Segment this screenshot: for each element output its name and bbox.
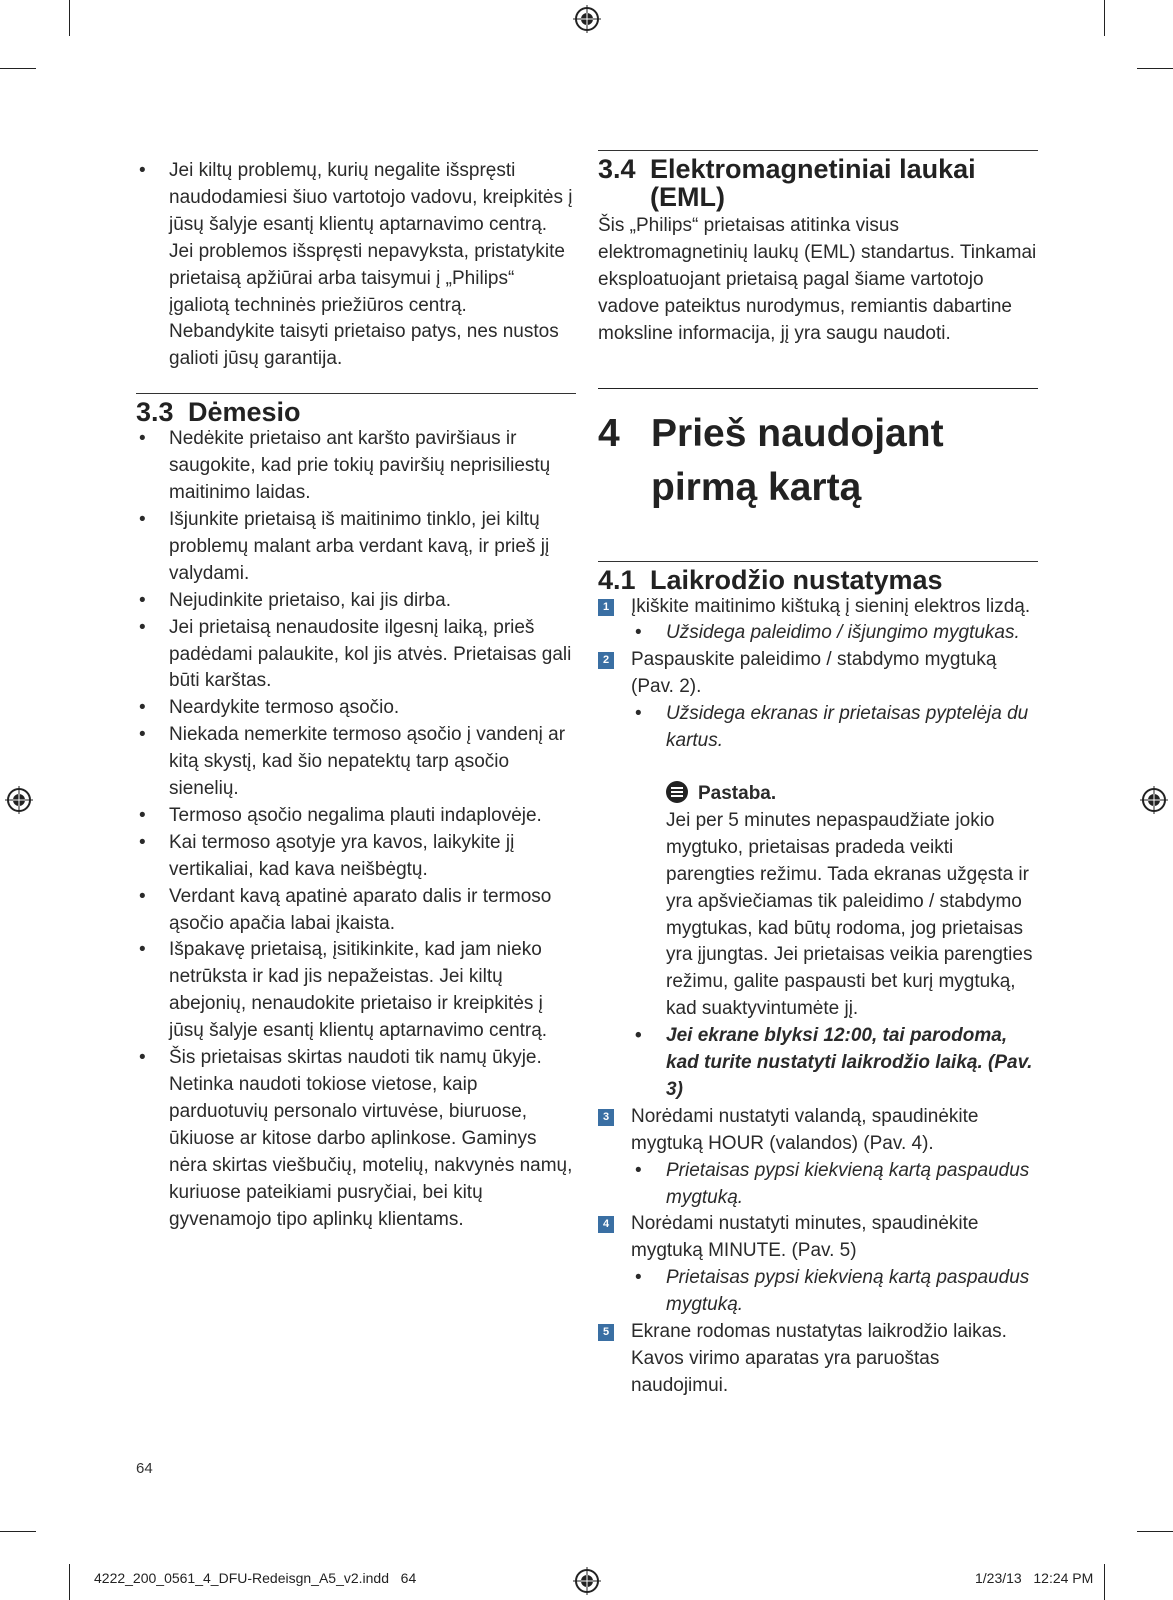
step-number-badge: 5 [598,1324,614,1341]
note-box [598,781,1038,1023]
section-3-4 [598,150,1038,348]
section-3-3-heading [136,393,576,426]
crop-mark-left-top [0,68,36,69]
caution-bullet-list [136,426,576,1233]
step-3-result [598,1158,1038,1212]
list-item: • Kai termoso ąsotyje yra kavos, laikykite jį vertikaliai, kad kava neišbėgtų. [136,830,576,884]
section-number: 4.1 [598,564,636,595]
list-item: • Neardykite termoso ąsočio. [136,695,576,722]
crop-mark-bottom-left [69,1564,70,1600]
step-text: Norėdami nustatyti valandą, spaudinėkite mygtuką HOUR (valandos) (Pav. 4). [631,1105,979,1154]
crop-mark-top-left [69,0,70,36]
step-1-result [598,620,1038,647]
crop-mark-right-top [1137,68,1173,69]
step-1 [598,594,1038,621]
step-number-badge: 4 [598,1216,614,1233]
step-number-badge: 3 [598,1109,614,1126]
section-title: Dėmesio [188,397,301,428]
section-title-line2: (EML) [650,182,725,212]
step-3 [598,1104,1038,1158]
list-item: • Šis prietaisas skirtas naudoti tik namų ūkyje. Netinka naudoti tokiose vietose, kaip parduotuvių personalo virtuvėse, biuruose, ūkiuose ar kitose darbo aplinkose. Gaminys nėra skirtas viešbučių, motelių, nakvynės namų, kuriuose pateikiami pusryčiai, bei kitų gyvenamojo tipo aplinkų klientams. [136,1045,576,1233]
flash-bullet [598,1023,1038,1104]
note-text: Jei per 5 minutes nepaspaudžiate jokio mygtuko, prietaisas pradeda veikti parengties režimu. Tada ekranas užgęsta ir yra apšviečiamas tik paleidimo / stabdymo mygtukas, kad būtų rodoma, jog prietaisas yra įjungtas. Jei prietaisas veikia parengties režimu, galite paspausti bet kurį mygtuką, kad suaktyvintumėte jį. [666,809,1033,1020]
list-item: • Termoso ąsočio negalima plauti indaplovėje. [136,803,576,830]
step-text: Įkiškite maitinimo kištuką į sieninį elektros lizdą. [631,595,1031,617]
step-5 [598,1319,1038,1400]
result-bullet: • Prietaisas pypsi kiekvieną kartą paspaudus mygtuką. [598,1158,1038,1212]
right-column [598,150,1038,1400]
crop-mark-top-right [1104,0,1105,36]
registration-mark-right [1140,786,1168,814]
crop-mark-left-bottom [0,1531,36,1532]
crop-mark-bottom-right [1104,1564,1105,1600]
section-title: Laikrodžio nustatymas [650,564,943,595]
list-item: • Išpakavę prietaisą, įsitikinkite, kad jam nieko netrūksta ir kad jis nepažeistas. Jei kiltų abejonių, nenaudokite prietaiso ir kreipkitės į jūsų šalyje esantį klientų aptarnavimo centrą. [136,937,576,1045]
intro-bullet: • Jei kiltų problemų, kurių negalite išspręsti naudodamiesi šiuo vartotojo vadovu, kreipkitės į jūsų šalyje esantį klientų aptarnavimo centrą. Jei problemos išspręsti nepavyksta, pristatykite prietaisą apžiūrai arba taisymui į „Philips“ įgaliotą techninės priežiūros centrą. Nebandykite taisyti prietaiso patys, nes nustos galioti jūsų garantija. [136,158,576,373]
step-4 [598,1211,1038,1265]
chapter-title-line1: Prieš naudojant [651,411,944,455]
step-number-badge: 1 [598,599,614,616]
result-bullet: • Prietaisas pypsi kiekvieną kartą paspaudus mygtuką. [598,1265,1038,1319]
registration-mark-left [5,786,33,814]
result-bullet: • Užsidega ekranas ir prietaisas pyptelėja du kartus. [598,701,1038,755]
section-number: 3.4 [598,154,636,184]
note-icon [666,781,688,803]
step-text: Paspauskite paleidimo / stabdymo mygtuką (Pav. 2). [631,649,997,698]
section-3-3 [136,393,576,1233]
chapter-4-heading [598,388,1038,515]
registration-mark-top [573,5,601,33]
result-bullet-bold: • Jei ekrane blyksi 12:00, tai parodoma, kad turite nustatyti laikrodžio laiką. (Pav. 3) [598,1023,1038,1104]
list-item: • Nedėkite prietaiso ant karšto paviršiaus ir saugokite, kad prie tokių paviršių neprisiliestų maitinimo laidas. [136,426,576,507]
list-item: • Jei prietaisą nenaudosite ilgesnį laiką, prieš padėdami palaukite, kol jis atvės. Prietaisas gali būti karštas. [136,615,576,696]
page-number: 64 [136,1460,153,1477]
intro-bullet-list [136,158,576,373]
list-item: • Išjunkite prietaisą iš maitinimo tinklo, jei kiltų problemų malant arba verdant kavą, ir prieš jį valydami. [136,507,576,588]
section-3-4-body: Šis „Philips“ prietaisas atitinka visus elektromagnetinių laukų (EML) standartus. Tinkamai eksploatuojant prietaisą pagal šiame vartotojo vadove pateiktus nurodymus, remiantis dabartine moksline informacija, jį yra saugu naudoti. [598,215,1037,344]
section-4-1 [598,561,1038,1400]
step-text: Ekrane rodomas nustatytas laikrodžio laikas. Kavos virimo aparatas yra paruoštas naudojimui. [631,1321,1007,1396]
left-column [136,158,576,1233]
footer-date-time: 1/23/13 12:24 PM [975,1570,1094,1586]
chapter-title-line2: pirmą kartą [651,465,862,509]
step-text: Norėdami nustatyti minutes, spaudinėkite mygtuką MINUTE. (Pav. 5) [631,1213,979,1262]
section-3-4-heading [598,150,1038,211]
step-4-result [598,1265,1038,1319]
registration-mark-bottom [573,1567,601,1595]
note-heading [666,781,1038,808]
note-title: Pastaba. [698,782,777,804]
list-item: • Nejudinkite prietaiso, kai jis dirba. [136,588,576,615]
step-2-result [598,701,1038,755]
footer-file-info: 4222_200_0561_4_DFU-Redeisgn_A5_v2.indd 64 [94,1570,417,1586]
step-2 [598,647,1038,701]
section-number: 3.3 [136,397,174,428]
section-4-1-heading [598,561,1038,594]
step-number-badge: 2 [598,652,614,669]
crop-mark-right-bottom [1137,1531,1173,1532]
list-item: • Niekada nemerkite termoso ąsočio į vandenį ar kitą skystį, kad šio nepatektų tarp ąsočio sienelių. [136,722,576,803]
chapter-number: 4 [598,411,620,455]
section-title-line1: Elektromagnetiniai laukai [650,154,976,184]
result-bullet: • Užsidega paleidimo / išjungimo mygtukas. [598,620,1038,647]
list-item: • Verdant kavą apatinė aparato dalis ir termoso ąsočio apačia labai įkaista. [136,884,576,938]
